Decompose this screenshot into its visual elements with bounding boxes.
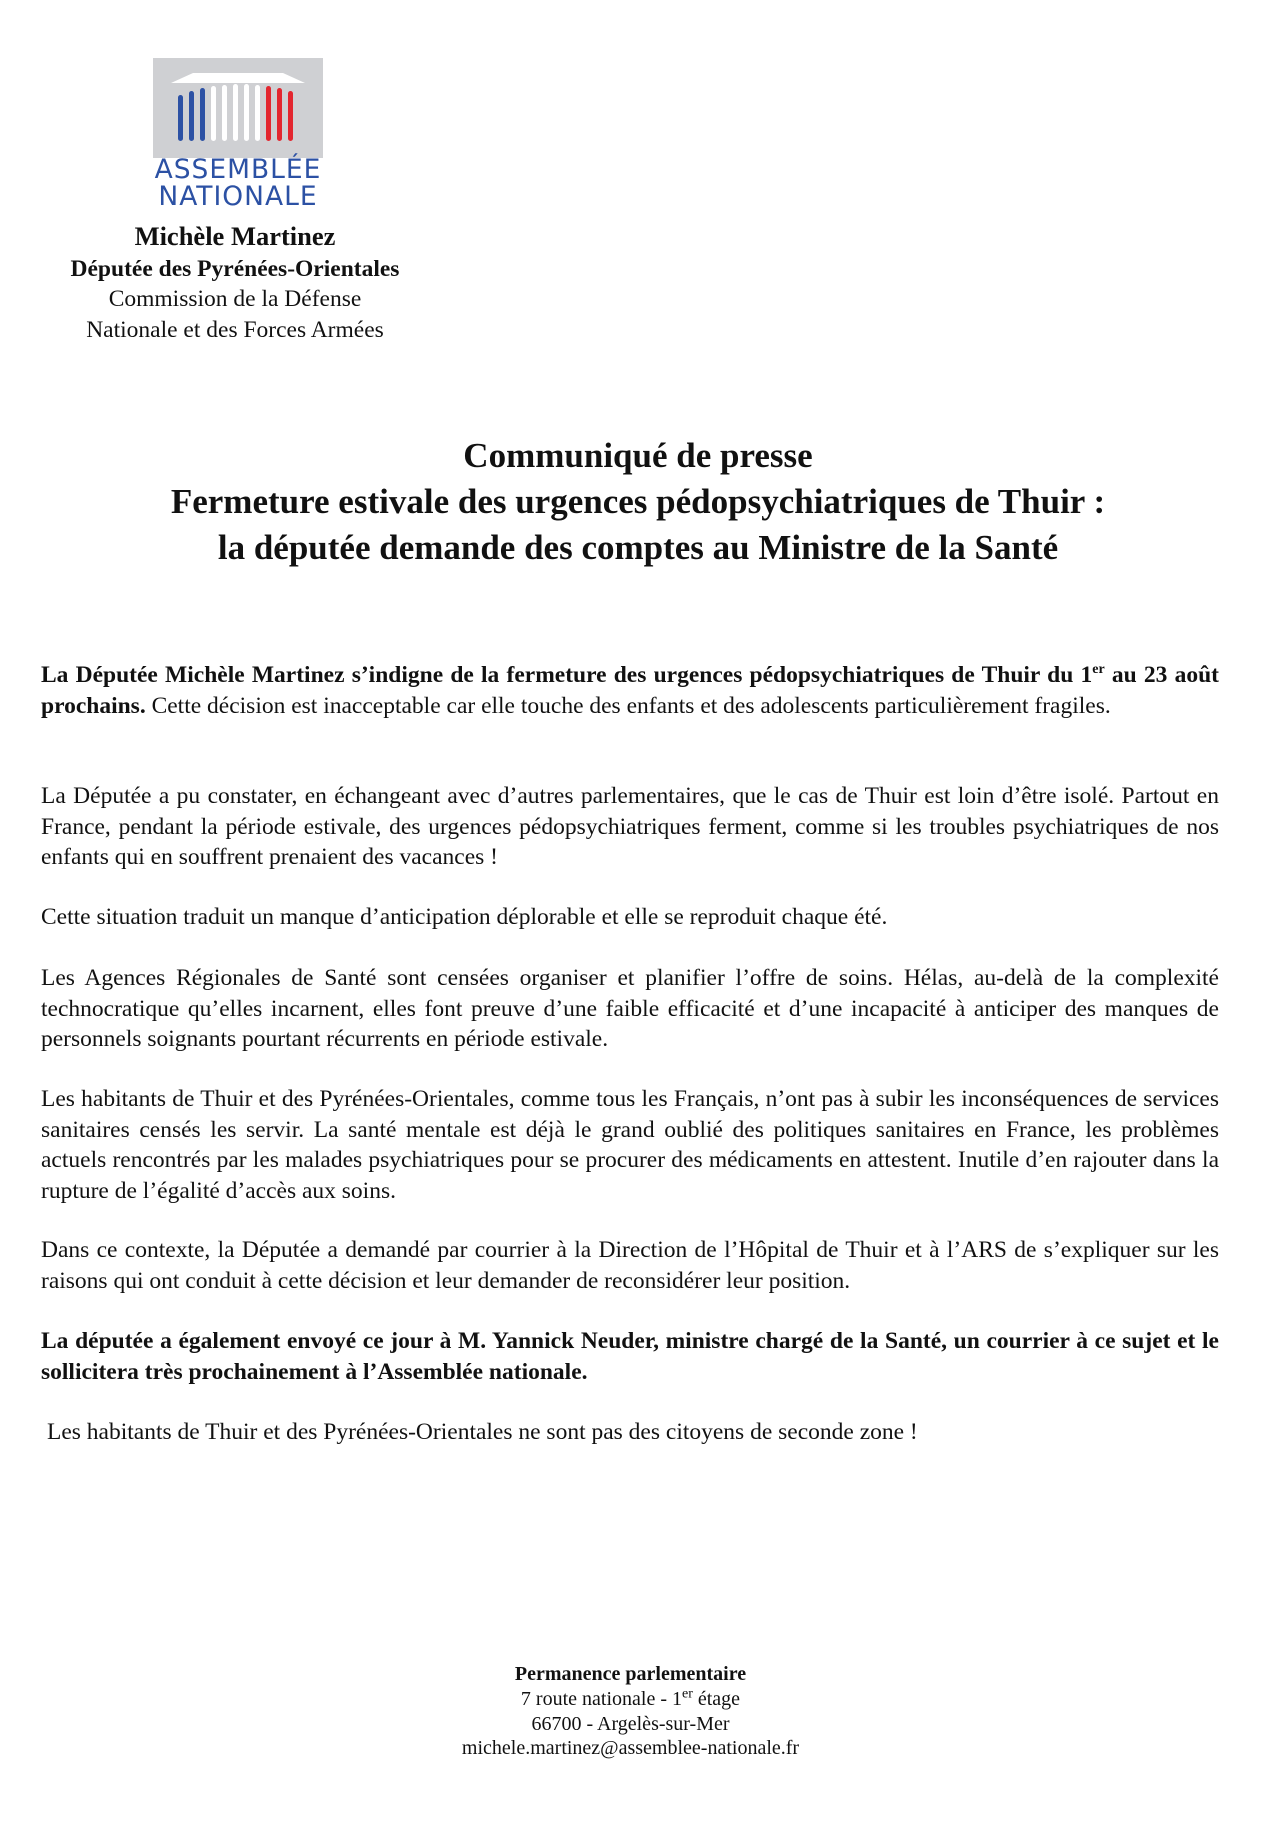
paragraph-1-superscript: er (1092, 662, 1105, 678)
paragraph-4: Les Agences Régionales de Santé sont censées organiser et planifier l’offre de soins. Hélas, au-delà de la complexité technocratique qu’elles incarnent, elles font preuve d’une faible efficacité et d’une incapacité à anticiper des manques de personnels soignants pourtant récurrents en période estivale. (41, 965, 1219, 1052)
deputy-name: Michèle Martinez (134, 221, 336, 251)
paragraph-1 (41, 660, 1219, 721)
paragraph-5: Les habitants de Thuir et des Pyrénées-Orientales, comme tous les Français, n’ont pas à subir les inconséquences de services sanitaires censés les servir. La santé mentale est déjà le grand oublié des politiques sanitaires en France, les problèmes actuels rencontrés par les malades psychiatriques pour se procurer des médicaments en attestent. Inutile d’en rajouter dans la rupture de l’égalité d’accès aux soins. (41, 1086, 1219, 1204)
assemblee-nationale-logo (153, 58, 323, 210)
paragraph-2: La Députée a pu constater, en échangeant avec d’autres parlementaires, que le cas de Thuir est loin d’être isolé. Partout en France, pendant la période estivale, des urgences pédopsychiatriques ferment, comme si les troubles psychiatriques de nos enfants qui en souffrent prenaient des vacances ! (41, 783, 1219, 870)
paragraph-3: Cette situation traduit un manque d’anticipation déplorable et elle se reproduit chaque été. (41, 904, 888, 930)
footer-address-line-1 (0, 1687, 1261, 1712)
commission-line-2: Nationale et des Forces Armées (86, 317, 384, 343)
paragraph-7: La députée a également envoyé ce jour à M. Yannick Neuder, ministre chargé de la Santé, un courrier à ce sujet et le sollicitera très prochainement à l’Assemblée nationale. (41, 1328, 1219, 1385)
headline-line-1: Fermeture estivale des urgences pédopsychiatriques de Thuir : (170, 482, 1106, 521)
footer-address-1b: étage (692, 1688, 741, 1710)
paragraph-1-rest: Cette décision est inacceptable car elle touche des enfants et des adolescents particulièrement fragiles. (145, 692, 1111, 719)
footer-address-superscript: er (681, 1686, 693, 1702)
paragraph-8: Les habitants de Thuir et des Pyrénées-Orientales ne sont pas des citoyens de seconde zone ! (47, 1419, 918, 1445)
footer-email: michele.martinez@assemblee-nationale.fr (461, 1737, 800, 1759)
logo-wordmark (153, 156, 323, 210)
deputy-role: Députée des Pyrénées-Orientales (70, 256, 400, 282)
footer-title: Permanence parlementaire (514, 1663, 747, 1685)
paragraph-1-lead-a: La Députée Michèle Martinez s’indigne de la fermeture des urgences pédopsychiatriques de Thuir du 1 (41, 662, 1093, 688)
logo-emblem (153, 58, 323, 158)
hemicycle-icon (153, 58, 323, 158)
logo-line-2: NATIONALE (158, 181, 318, 212)
commission-line-1: Commission de la Défense (108, 286, 362, 312)
footer-address-line-2: 66700 - Argelès-sur-Mer (531, 1713, 730, 1735)
headline-line-2: la députée demande des comptes au Ministre de la Santé (217, 528, 1059, 567)
footer-address-1a: 7 route nationale - 1 (520, 1688, 682, 1710)
press-release-label: Communiqué de presse (463, 436, 813, 475)
paragraph-6: Dans ce contexte, la Députée a demandé par courrier à la Direction de l’Hôpital de Thuir et à l’ARS de s’expliquer sur les raisons qui ont conduit à cette décision et leur demander de reconsidérer leur position. (41, 1237, 1219, 1294)
logo-line-1: ASSEMBLÉE (154, 154, 322, 185)
paragraph-1-lead-b: au 23 août prochains. (41, 662, 1219, 719)
